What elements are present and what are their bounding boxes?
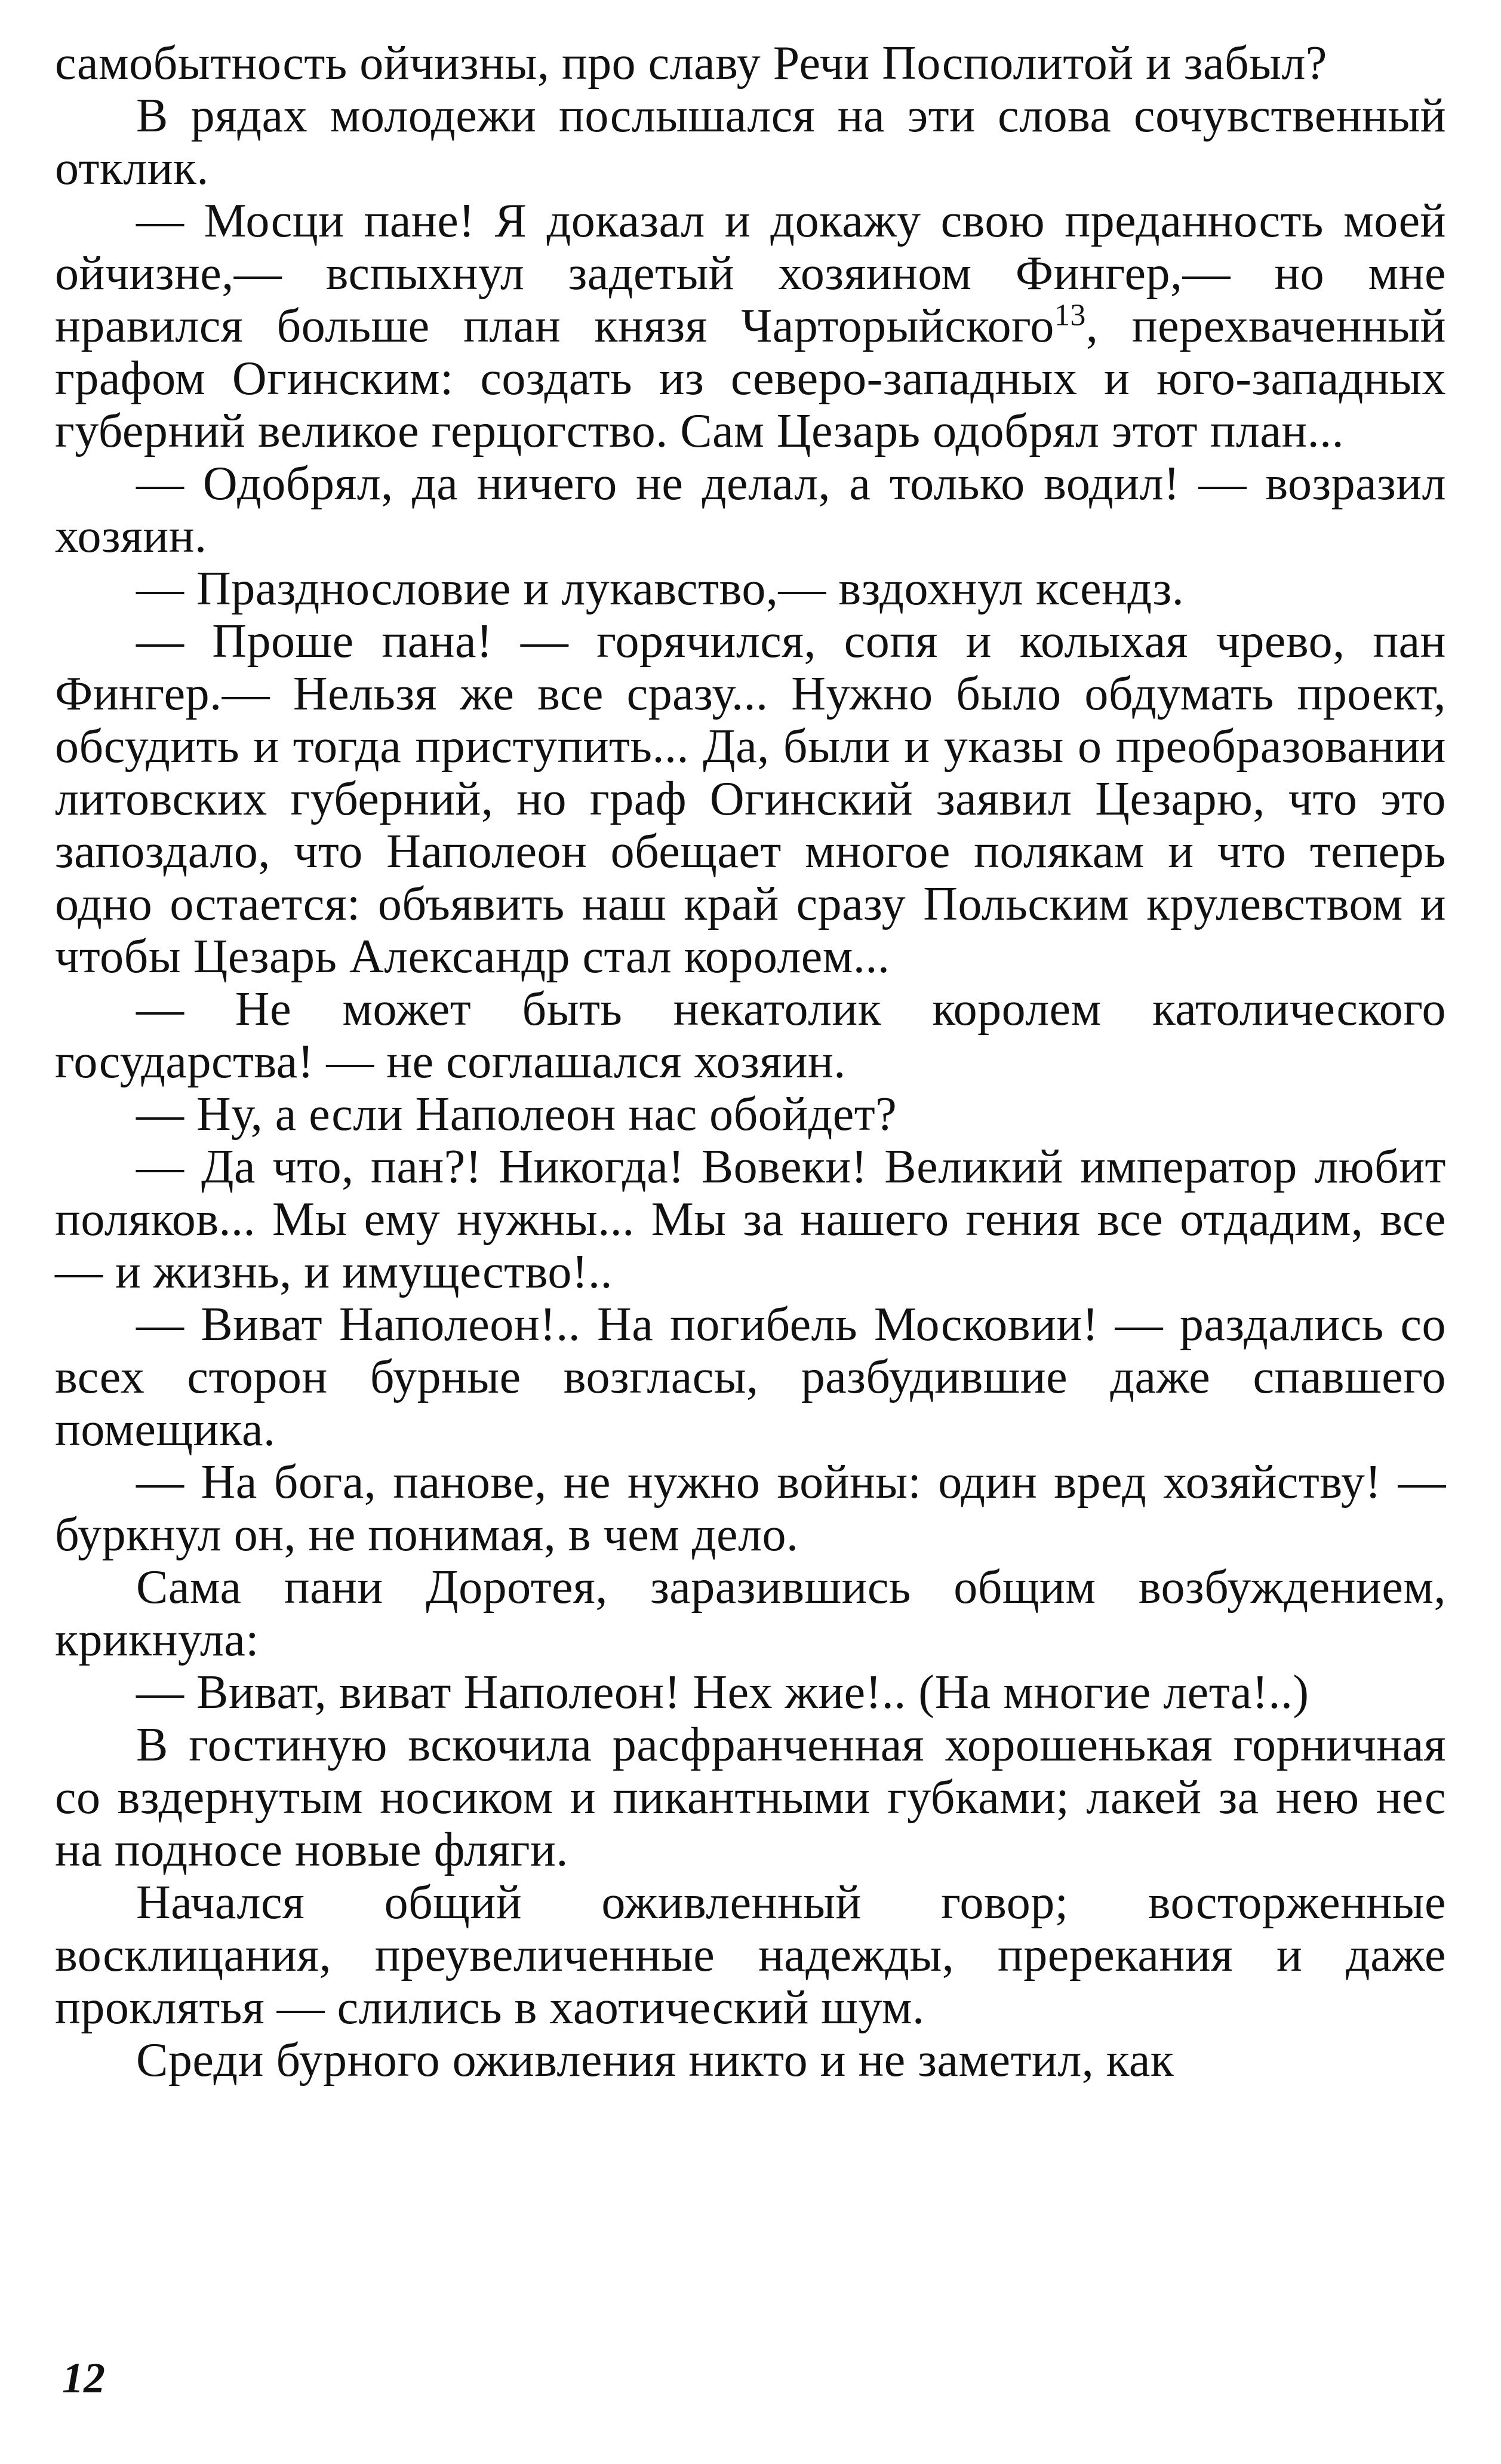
paragraph: — Виват, виват Наполеон! Нех жие!.. (На многие лета!..) bbox=[136, 1666, 1309, 1719]
footnote-reference: 13 bbox=[1054, 298, 1086, 333]
paragraph: Начался общий оживленный говор; восторженные восклицания, преувеличенные надежды, пререкания и даже проклятья — слились в хаотический шум. bbox=[55, 1876, 1446, 2034]
paragraph: — Виват Наполеон!.. На погибель Московии! — раздались со всех сторон бурные возгласы, разбудившие даже спавшего помещика. bbox=[55, 1298, 1446, 1456]
paragraph: — Не может быть некатолик королем католического государства! — не соглашался хозяин. bbox=[55, 983, 1446, 1088]
paragraph: — Ну, а если Наполеон нас обойдет? bbox=[136, 1088, 897, 1141]
page-number: 12 bbox=[62, 2354, 105, 2402]
paragraph: Сама пани Доротея, заразившись общим возбуждением, крикнула: bbox=[55, 1561, 1446, 1666]
paragraph-text: — Мосци пане! Я доказал и докажу свою преданность моей ойчизне,— вспыхнул задетый хозяином Фингер,— но мне нравился больше план князя Чарторыйского bbox=[55, 195, 1446, 352]
paragraph-last: Среди бурного оживления никто и не заметил, как bbox=[136, 2034, 1174, 2087]
paragraph-continuation: самобытность ойчизны, про славу Речи Посполитой и забыл? bbox=[55, 37, 1327, 90]
paragraph: В рядах молодежи послышался на эти слова сочувственный отклик. bbox=[55, 90, 1446, 195]
page-body-text bbox=[55, 37, 1446, 2087]
paragraph: — Да что, пан?! Никогда! Вовеки! Великий император любит поляков... Мы ему нужны... Мы за нашего гения все отдадим, все — и жизнь, и имущество!.. bbox=[55, 1141, 1446, 1298]
paragraph: — Проше пана! — горячился, сопя и колыхая чрево, пан Фингер.— Нельзя же все сразу... Нужно было обдумать проект, обсудить и тогда приступить... Да, были и указы о преобразовании литовских губерний, но граф Огинский заявил Цезарю, что это запоздало, что Наполеон обещает многое полякам и что теперь одно остается: объявить наш край сразу Польским крулевством и чтобы Цезарь Александр стал королем... bbox=[55, 615, 1446, 983]
paragraph-fingher-reply bbox=[55, 195, 1446, 457]
paragraph-text-continued: , перехваченный графом Огинским: создать из северо-западных и юго-западных губерний великое герцогство. Сам Цезарь одобрял этот план... bbox=[55, 300, 1446, 457]
paragraph: В гостиную вскочила расфранченная хорошенькая горничная со вздернутым носиком и пикантными губками; лакей за нею нес на подносе новые фляги. bbox=[55, 1719, 1446, 1876]
paragraph: — На бога, панове, не нужно войны: один вред хозяйству! — буркнул он, не понимая, в чем дело. bbox=[55, 1456, 1446, 1561]
paragraph: — Одобрял, да ничего не делал, а только водил! — возразил хозяин. bbox=[55, 457, 1446, 563]
paragraph: — Празднословие и лукавство,— вздохнул ксендз. bbox=[136, 563, 1185, 615]
